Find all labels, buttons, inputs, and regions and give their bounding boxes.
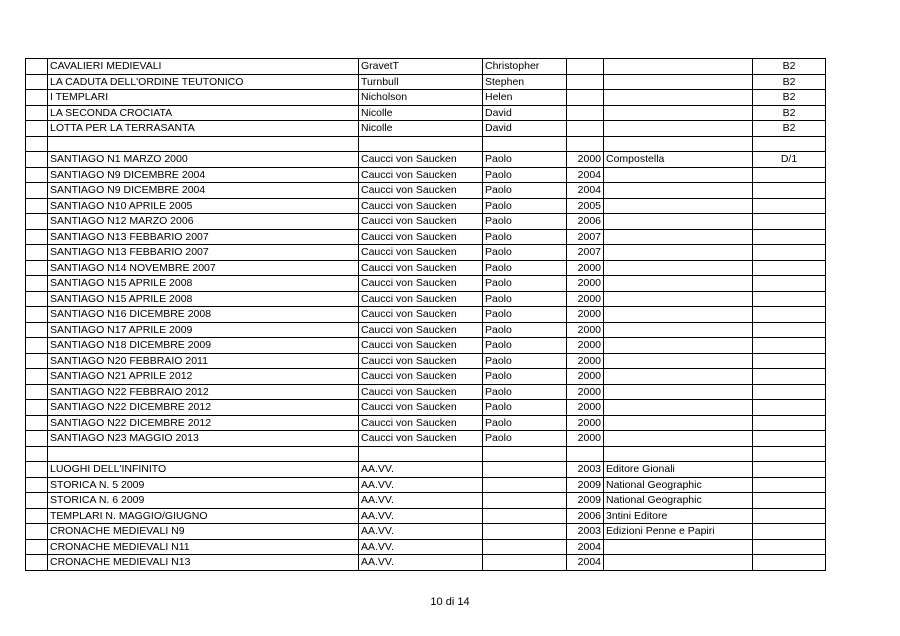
- publisher-cell: [604, 369, 753, 385]
- location-cell: [753, 183, 826, 199]
- publisher-cell: [604, 400, 753, 416]
- author-name-cell: Paolo: [483, 229, 567, 245]
- table-row: [26, 400, 826, 416]
- publisher-cell: [604, 214, 753, 230]
- publisher-cell: [604, 322, 753, 338]
- table-row: [26, 198, 826, 214]
- table-row: [26, 121, 826, 137]
- index-cell: [26, 74, 48, 90]
- location-cell: [753, 291, 826, 307]
- author-surname-cell: Caucci von Saucken: [359, 322, 483, 338]
- title-cell: SANTIAGO N23 MAGGIO 2013: [48, 431, 359, 447]
- table-row: [26, 539, 826, 555]
- title-cell: SANTIAGO N15 APRILE 2008: [48, 276, 359, 292]
- title-cell: SANTIAGO N20 FEBBRAIO 2011: [48, 353, 359, 369]
- index-cell: [26, 415, 48, 431]
- index-cell: [26, 555, 48, 571]
- author-surname-cell: Caucci von Saucken: [359, 353, 483, 369]
- publisher-cell: [604, 136, 753, 152]
- year-cell: [567, 136, 604, 152]
- table-row: [26, 415, 826, 431]
- title-cell: CRONACHE MEDIEVALI N9: [48, 524, 359, 540]
- title-cell: SANTIAGO N12 MARZO 2006: [48, 214, 359, 230]
- publisher-cell: National Geographic: [604, 493, 753, 509]
- index-cell: [26, 369, 48, 385]
- index-cell: [26, 493, 48, 509]
- index-cell: [26, 121, 48, 137]
- publisher-cell: [604, 291, 753, 307]
- title-cell: SANTIAGO N1 MARZO 2000: [48, 152, 359, 168]
- table-row: [26, 90, 826, 106]
- index-cell: [26, 136, 48, 152]
- title-cell: LA CADUTA DELL'ORDINE TEUTONICO: [48, 74, 359, 90]
- location-cell: B2: [753, 90, 826, 106]
- year-cell: 2000: [567, 260, 604, 276]
- author-surname-cell: Nicholson: [359, 90, 483, 106]
- year-cell: 2009: [567, 493, 604, 509]
- year-cell: 2005: [567, 198, 604, 214]
- table-row: [26, 338, 826, 354]
- index-cell: [26, 384, 48, 400]
- index-cell: [26, 183, 48, 199]
- location-cell: [753, 369, 826, 385]
- title-cell: SANTIAGO N21 APRILE 2012: [48, 369, 359, 385]
- table-row: [26, 291, 826, 307]
- title-cell: SANTIAGO N15 APRILE 2008: [48, 291, 359, 307]
- location-cell: [753, 462, 826, 478]
- author-name-cell: Paolo: [483, 353, 567, 369]
- author-name-cell: Paolo: [483, 307, 567, 323]
- table-row: [26, 136, 826, 152]
- author-name-cell: Paolo: [483, 415, 567, 431]
- author-name-cell: Paolo: [483, 152, 567, 168]
- location-cell: [753, 493, 826, 509]
- title-cell: CRONACHE MEDIEVALI N11: [48, 539, 359, 555]
- title-cell: TEMPLARI N. MAGGIO/GIUGNO: [48, 508, 359, 524]
- publisher-cell: [604, 183, 753, 199]
- title-cell: LUOGHI DELL'INFINITO: [48, 462, 359, 478]
- author-name-cell: [483, 477, 567, 493]
- publisher-cell: [604, 260, 753, 276]
- location-cell: [753, 400, 826, 416]
- publisher-cell: Editore Gionali: [604, 462, 753, 478]
- title-cell: [48, 136, 359, 152]
- author-surname-cell: AA.VV.: [359, 477, 483, 493]
- year-cell: [567, 446, 604, 462]
- title-cell: LA SECONDA CROCIATA: [48, 105, 359, 121]
- index-cell: [26, 539, 48, 555]
- publisher-cell: [604, 74, 753, 90]
- table-row: [26, 59, 826, 75]
- index-cell: [26, 90, 48, 106]
- location-cell: [753, 136, 826, 152]
- year-cell: 2004: [567, 167, 604, 183]
- year-cell: 2000: [567, 369, 604, 385]
- table-row: [26, 353, 826, 369]
- location-cell: B2: [753, 59, 826, 75]
- year-cell: 2006: [567, 508, 604, 524]
- author-surname-cell: Caucci von Saucken: [359, 183, 483, 199]
- publisher-cell: [604, 446, 753, 462]
- author-name-cell: Paolo: [483, 260, 567, 276]
- index-cell: [26, 229, 48, 245]
- author-surname-cell: [359, 136, 483, 152]
- title-cell: LOTTA PER LA TERRASANTA: [48, 121, 359, 137]
- table-row: [26, 229, 826, 245]
- author-name-cell: [483, 508, 567, 524]
- author-name-cell: Paolo: [483, 198, 567, 214]
- author-surname-cell: [359, 446, 483, 462]
- title-cell: SANTIAGO N10 APRILE 2005: [48, 198, 359, 214]
- index-cell: [26, 400, 48, 416]
- index-cell: [26, 276, 48, 292]
- index-cell: [26, 214, 48, 230]
- author-surname-cell: AA.VV.: [359, 524, 483, 540]
- table-body: [26, 59, 826, 571]
- author-surname-cell: Caucci von Saucken: [359, 260, 483, 276]
- publisher-cell: [604, 276, 753, 292]
- index-cell: [26, 477, 48, 493]
- index-cell: [26, 245, 48, 261]
- title-cell: SANTIAGO N22 DICEMBRE 2012: [48, 415, 359, 431]
- title-cell: SANTIAGO N14 NOVEMBRE 2007: [48, 260, 359, 276]
- table-row: [26, 167, 826, 183]
- publisher-cell: [604, 384, 753, 400]
- author-name-cell: Paolo: [483, 167, 567, 183]
- index-cell: [26, 524, 48, 540]
- author-surname-cell: Caucci von Saucken: [359, 152, 483, 168]
- location-cell: [753, 508, 826, 524]
- author-surname-cell: Caucci von Saucken: [359, 214, 483, 230]
- year-cell: 2004: [567, 183, 604, 199]
- location-cell: B2: [753, 121, 826, 137]
- publisher-cell: [604, 338, 753, 354]
- location-cell: [753, 524, 826, 540]
- year-cell: 2000: [567, 307, 604, 323]
- author-surname-cell: AA.VV.: [359, 462, 483, 478]
- author-name-cell: David: [483, 121, 567, 137]
- author-surname-cell: AA.VV.: [359, 555, 483, 571]
- table-row: [26, 477, 826, 493]
- table-row: [26, 508, 826, 524]
- author-surname-cell: Caucci von Saucken: [359, 384, 483, 400]
- author-name-cell: Paolo: [483, 384, 567, 400]
- index-cell: [26, 307, 48, 323]
- table-row: [26, 74, 826, 90]
- location-cell: [753, 214, 826, 230]
- author-name-cell: [483, 446, 567, 462]
- author-surname-cell: Caucci von Saucken: [359, 369, 483, 385]
- author-surname-cell: AA.VV.: [359, 539, 483, 555]
- year-cell: 2003: [567, 462, 604, 478]
- year-cell: 2004: [567, 539, 604, 555]
- document-table: [25, 58, 826, 571]
- publisher-cell: [604, 121, 753, 137]
- location-cell: [753, 431, 826, 447]
- location-cell: [753, 245, 826, 261]
- author-name-cell: Paolo: [483, 338, 567, 354]
- year-cell: 2000: [567, 276, 604, 292]
- location-cell: [753, 555, 826, 571]
- author-surname-cell: GravetT: [359, 59, 483, 75]
- table-row: [26, 105, 826, 121]
- title-cell: [48, 446, 359, 462]
- page-number: 10 di 14: [430, 596, 470, 608]
- author-name-cell: Stephen: [483, 74, 567, 90]
- title-cell: SANTIAGO N9 DICEMBRE 2004: [48, 167, 359, 183]
- index-cell: [26, 291, 48, 307]
- publisher-cell: [604, 245, 753, 261]
- year-cell: 2000: [567, 384, 604, 400]
- year-cell: 2007: [567, 229, 604, 245]
- table-row: [26, 462, 826, 478]
- location-cell: [753, 229, 826, 245]
- publisher-cell: Edizioni Penne e Papiri: [604, 524, 753, 540]
- index-cell: [26, 322, 48, 338]
- title-cell: STORICA N. 5 2009: [48, 477, 359, 493]
- year-cell: [567, 74, 604, 90]
- table-row: [26, 245, 826, 261]
- index-cell: [26, 167, 48, 183]
- index-cell: [26, 508, 48, 524]
- location-cell: B2: [753, 105, 826, 121]
- year-cell: 2000: [567, 322, 604, 338]
- year-cell: [567, 105, 604, 121]
- author-name-cell: Christopher: [483, 59, 567, 75]
- author-name-cell: Paolo: [483, 322, 567, 338]
- table-row: [26, 431, 826, 447]
- year-cell: [567, 90, 604, 106]
- publisher-cell: 3ntini Editore: [604, 508, 753, 524]
- author-name-cell: [483, 136, 567, 152]
- author-surname-cell: AA.VV.: [359, 493, 483, 509]
- author-surname-cell: Caucci von Saucken: [359, 291, 483, 307]
- location-cell: [753, 415, 826, 431]
- table-row: [26, 276, 826, 292]
- year-cell: 2003: [567, 524, 604, 540]
- author-name-cell: [483, 462, 567, 478]
- author-name-cell: Paolo: [483, 183, 567, 199]
- index-cell: [26, 59, 48, 75]
- location-cell: [753, 167, 826, 183]
- location-cell: [753, 276, 826, 292]
- location-cell: [753, 446, 826, 462]
- author-name-cell: [483, 524, 567, 540]
- author-surname-cell: Nicolle: [359, 121, 483, 137]
- author-surname-cell: Nicolle: [359, 105, 483, 121]
- table-row: [26, 369, 826, 385]
- publisher-cell: [604, 105, 753, 121]
- index-cell: [26, 260, 48, 276]
- location-cell: [753, 384, 826, 400]
- year-cell: 2000: [567, 400, 604, 416]
- author-name-cell: Paolo: [483, 276, 567, 292]
- title-cell: STORICA N. 6 2009: [48, 493, 359, 509]
- author-name-cell: Paolo: [483, 369, 567, 385]
- author-name-cell: David: [483, 105, 567, 121]
- table-row: [26, 152, 826, 168]
- author-name-cell: Paolo: [483, 400, 567, 416]
- author-surname-cell: Caucci von Saucken: [359, 245, 483, 261]
- publisher-cell: [604, 415, 753, 431]
- author-name-cell: Paolo: [483, 431, 567, 447]
- publisher-cell: [604, 353, 753, 369]
- location-cell: [753, 260, 826, 276]
- index-cell: [26, 353, 48, 369]
- location-cell: [753, 307, 826, 323]
- author-surname-cell: Caucci von Saucken: [359, 338, 483, 354]
- author-name-cell: Paolo: [483, 291, 567, 307]
- table-row: [26, 183, 826, 199]
- publisher-cell: National Geographic: [604, 477, 753, 493]
- year-cell: 2000: [567, 353, 604, 369]
- table-row: [26, 446, 826, 462]
- location-cell: [753, 539, 826, 555]
- title-cell: CAVALIERI MEDIEVALI: [48, 59, 359, 75]
- year-cell: 2007: [567, 245, 604, 261]
- year-cell: 2004: [567, 555, 604, 571]
- title-cell: SANTIAGO N16 DICEMBRE 2008: [48, 307, 359, 323]
- index-cell: [26, 152, 48, 168]
- index-cell: [26, 105, 48, 121]
- table-row: [26, 214, 826, 230]
- author-surname-cell: Caucci von Saucken: [359, 415, 483, 431]
- location-cell: [753, 353, 826, 369]
- publisher-cell: [604, 307, 753, 323]
- year-cell: 2000: [567, 338, 604, 354]
- title-cell: SANTIAGO N17 APRILE 2009: [48, 322, 359, 338]
- author-surname-cell: Turnbull: [359, 74, 483, 90]
- author-surname-cell: Caucci von Saucken: [359, 198, 483, 214]
- title-cell: SANTIAGO N13 FEBBARIO 2007: [48, 245, 359, 261]
- publisher-cell: [604, 59, 753, 75]
- index-cell: [26, 338, 48, 354]
- year-cell: [567, 121, 604, 137]
- author-name-cell: [483, 555, 567, 571]
- title-cell: CRONACHE MEDIEVALI N13: [48, 555, 359, 571]
- location-cell: B2: [753, 74, 826, 90]
- year-cell: 2000: [567, 152, 604, 168]
- publisher-cell: Compostella: [604, 152, 753, 168]
- title-cell: SANTIAGO N22 DICEMBRE 2012: [48, 400, 359, 416]
- author-surname-cell: Caucci von Saucken: [359, 431, 483, 447]
- year-cell: 2009: [567, 477, 604, 493]
- table-row: [26, 260, 826, 276]
- author-name-cell: Paolo: [483, 214, 567, 230]
- author-surname-cell: Caucci von Saucken: [359, 276, 483, 292]
- year-cell: 2000: [567, 431, 604, 447]
- title-cell: I TEMPLARI: [48, 90, 359, 106]
- table-row: [26, 555, 826, 571]
- author-surname-cell: AA.VV.: [359, 508, 483, 524]
- year-cell: 2000: [567, 415, 604, 431]
- index-cell: [26, 462, 48, 478]
- index-cell: [26, 431, 48, 447]
- publisher-cell: [604, 167, 753, 183]
- table-row: [26, 493, 826, 509]
- index-cell: [26, 446, 48, 462]
- location-cell: [753, 322, 826, 338]
- author-surname-cell: Caucci von Saucken: [359, 229, 483, 245]
- year-cell: 2006: [567, 214, 604, 230]
- year-cell: 2000: [567, 291, 604, 307]
- publisher-cell: [604, 555, 753, 571]
- author-surname-cell: Caucci von Saucken: [359, 167, 483, 183]
- table-row: [26, 524, 826, 540]
- author-name-cell: [483, 493, 567, 509]
- author-name-cell: [483, 539, 567, 555]
- location-cell: [753, 477, 826, 493]
- publisher-cell: [604, 229, 753, 245]
- title-cell: SANTIAGO N9 DICEMBRE 2004: [48, 183, 359, 199]
- location-cell: [753, 338, 826, 354]
- table-row: [26, 307, 826, 323]
- year-cell: [567, 59, 604, 75]
- publisher-cell: [604, 90, 753, 106]
- author-surname-cell: Caucci von Saucken: [359, 307, 483, 323]
- title-cell: SANTIAGO N13 FEBBARIO 2007: [48, 229, 359, 245]
- table-row: [26, 322, 826, 338]
- location-cell: D/1: [753, 152, 826, 168]
- author-surname-cell: Caucci von Saucken: [359, 400, 483, 416]
- title-cell: SANTIAGO N22 FEBBRAIO 2012: [48, 384, 359, 400]
- title-cell: SANTIAGO N18 DICEMBRE 2009: [48, 338, 359, 354]
- author-name-cell: Helen: [483, 90, 567, 106]
- publisher-cell: [604, 431, 753, 447]
- publisher-cell: [604, 198, 753, 214]
- index-cell: [26, 198, 48, 214]
- author-name-cell: Paolo: [483, 245, 567, 261]
- table-row: [26, 384, 826, 400]
- location-cell: [753, 198, 826, 214]
- publisher-cell: [604, 539, 753, 555]
